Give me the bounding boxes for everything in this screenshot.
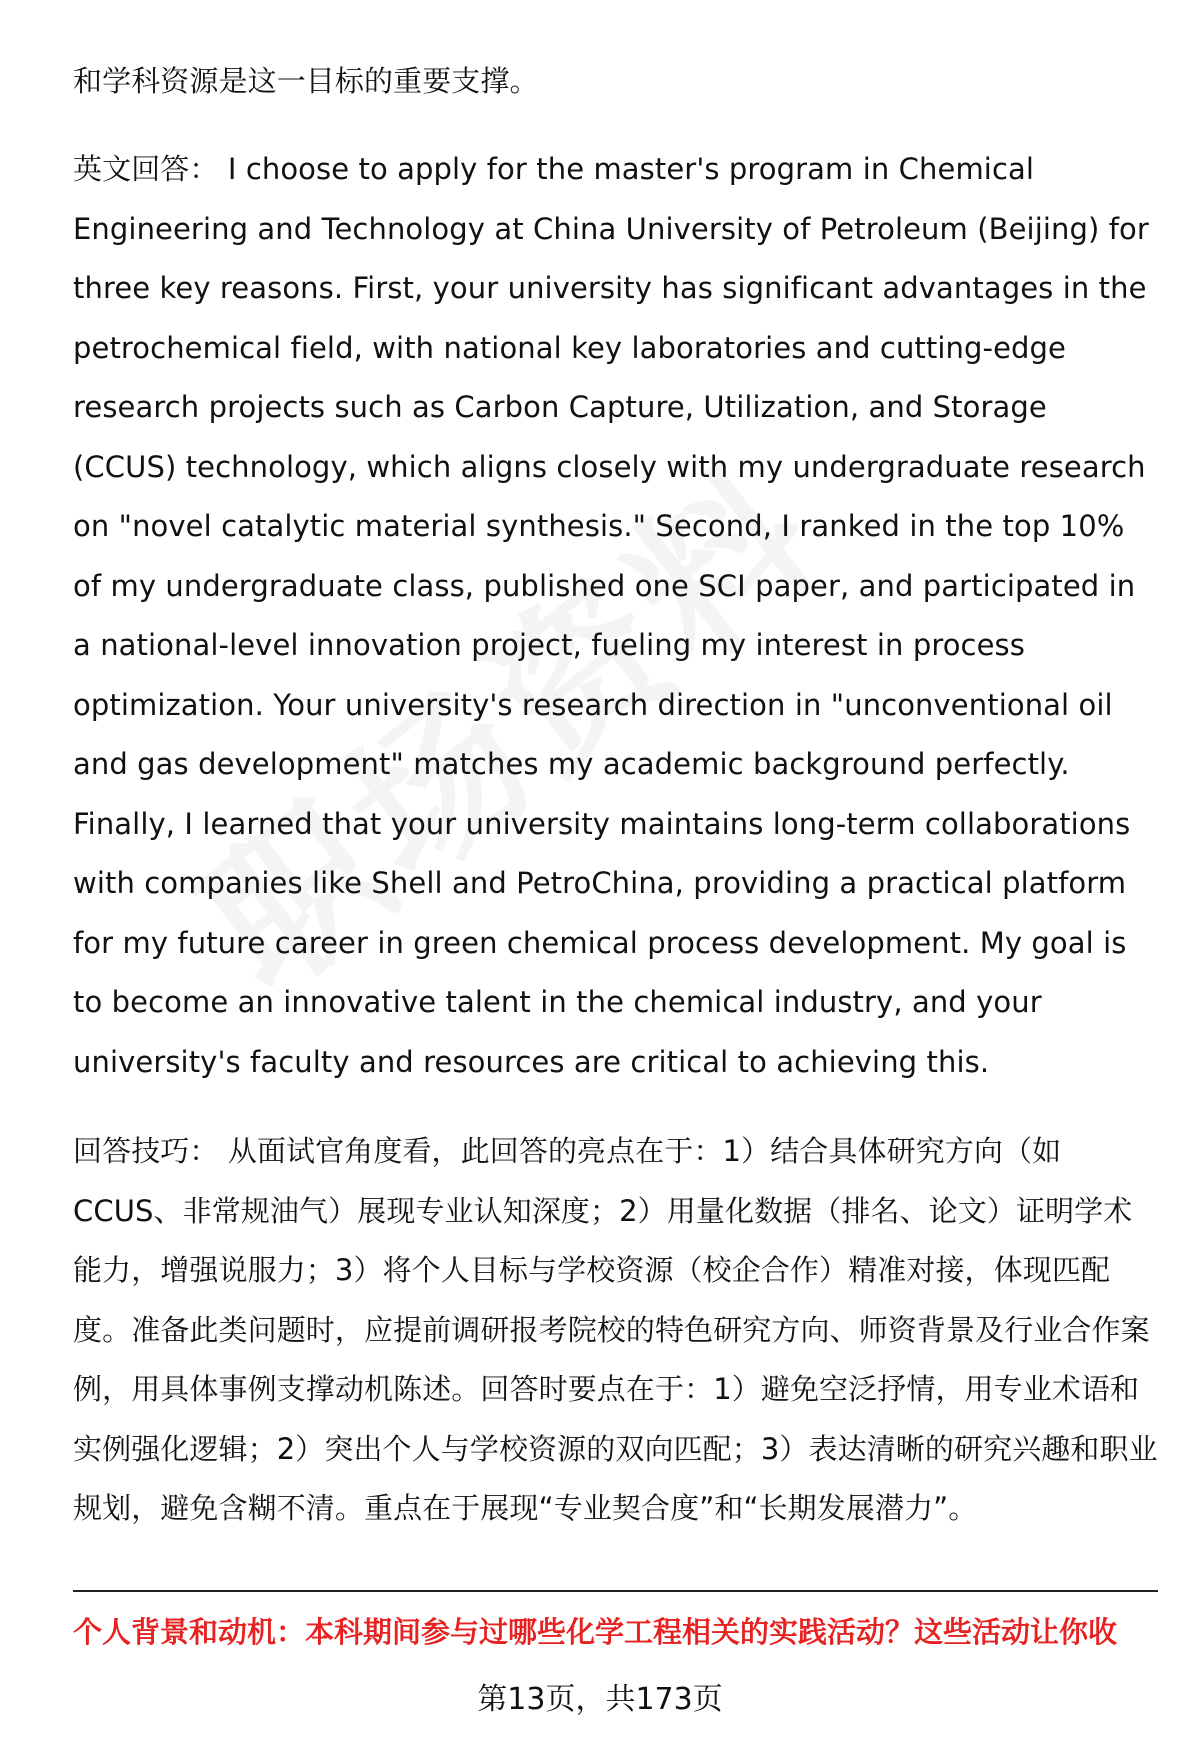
answer-tips-label: 回答技巧： <box>73 1134 219 1168</box>
section-divider <box>73 1590 1158 1592</box>
english-answer-label: 英文回答： <box>73 152 219 186</box>
english-answer-text: I choose to apply for the master's program in Chemical Engineering and Technology at China University of Petroleum (Beijing) for three key reasons. First, your university has significant advantages in the petrochemical field, with national key laboratories and cutting-edge research projects such as Carbon Capture, Utilization, and Storage (CCUS) technology, which aligns closely with my undergraduate research on "novel catalytic material synthesis." Second, I ranked in the top 10% of my undergraduate class, published one SCI paper, and participated in a national-level innovation project, fueling my interest in process optimization. Your university's research direction in "unconventional oil and gas development" matches my academic background perfectly. Finally, I learned that your university maintains long-term collaborations with companies like Shell and PetroChina, providing a practical platform for my future career in green chemical process development. My goal is to become an innovative talent in the chemical industry, and your university's faculty and resources are critical to achieving this. <box>73 152 1149 1079</box>
intro-text: 和学科资源是这一目标的重要支撑。 <box>73 64 539 98</box>
next-question-heading: 个人背景和动机：本科期间参与过哪些化学工程相关的实践活动？这些活动让你收 <box>73 1615 1118 1649</box>
page-footer: 第13页，共173页 <box>477 1682 723 1717</box>
english-answer <box>73 140 1158 1092</box>
answer-tips-text: 从面试官角度看，此回答的亮点在于：1）结合具体研究方向（如CCUS、非常规油气）展现专业认知深度；2）用量化数据（排名、论文）证明学术能力，增强说服力；3）将个人目标与学校资源（校企合作）精准对接，体现匹配度。准备此类问题时，应提前调研报考院校的特色研究方向、师资背景及行业合作案例，用具体事例支撑动机陈述。回答时要点在于：1）避免空泛抒情，用专业术语和实例强化逻辑；2）突出个人与学校资源的双向匹配；3）表达清晰的研究兴趣和职业规划，避免含糊不清。重点在于展现“专业契合度”和“长期发展潜力”。 <box>73 1134 1158 1525</box>
answer-tips <box>73 1122 1158 1539</box>
